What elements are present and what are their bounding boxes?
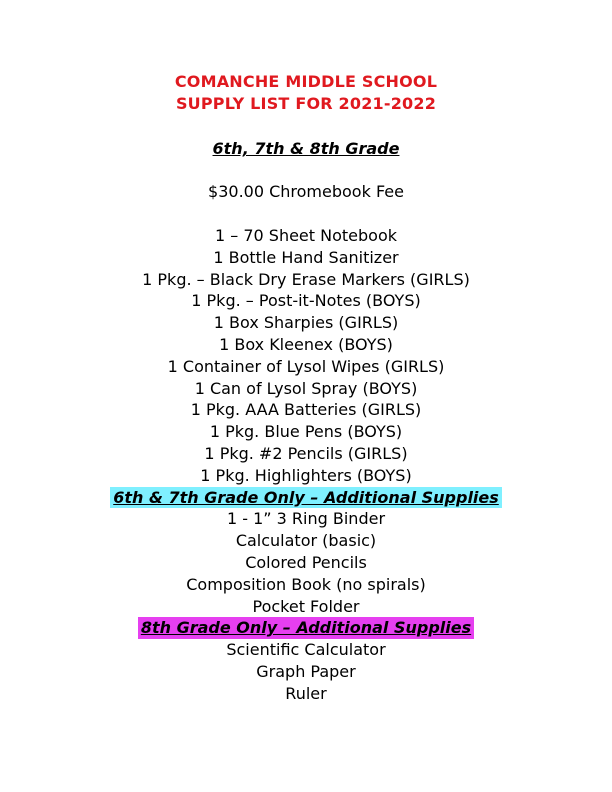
chromebook-fee: $30.00 Chromebook Fee: [208, 182, 404, 201]
list-item: 1 - 1” 3 Ring Binder: [226, 509, 386, 529]
grade-heading: 6th, 7th & 8th Grade: [212, 139, 400, 158]
list-item: 1 Box Sharpies (GIRLS): [213, 313, 399, 333]
school-name: COMANCHE MIDDLE SCHOOL: [174, 72, 438, 91]
list-item: 1 Pkg. Blue Pens (BOYS): [209, 422, 403, 442]
list-item: 1 Bottle Hand Sanitizer: [213, 247, 399, 267]
list-item: Pocket Folder: [252, 596, 360, 616]
title-block: [0, 71, 612, 115]
supply-list-title: SUPPLY LIST FOR 2021-2022: [175, 94, 437, 113]
section-6-7-header-row: [0, 487, 612, 509]
list-item: Ruler: [285, 683, 327, 703]
list-item: 1 Container of Lysol Wipes (GIRLS): [167, 356, 445, 376]
list-item: 1 Pkg. AAA Batteries (GIRLS): [190, 400, 422, 420]
section-6-7-heading: 6th & 7th Grade Only – Additional Supplies: [110, 487, 502, 509]
list-item: 1 Pkg. Highlighters (BOYS): [200, 465, 412, 485]
list-item: Composition Book (no spirals): [186, 574, 426, 594]
list-item: 1 Pkg. – Post-it-Notes (BOYS): [191, 291, 421, 311]
list-item: 1 Pkg. #2 Pencils (GIRLS): [204, 443, 408, 463]
list-item: Calculator (basic): [235, 531, 377, 551]
list-item: 1 Box Kleenex (BOYS): [219, 334, 393, 354]
list-item: 1 Can of Lysol Spray (BOYS): [194, 378, 418, 398]
list-item: Graph Paper: [256, 661, 356, 681]
list-item: Scientific Calculator: [226, 640, 386, 660]
list-item: Colored Pencils: [245, 552, 367, 572]
list-item: 1 Pkg. – Black Dry Erase Markers (GIRLS): [142, 269, 470, 289]
section-8-header-row: [0, 617, 612, 639]
list-item: 1 – 70 Sheet Notebook: [214, 226, 397, 245]
section-8-heading: 8th Grade Only – Additional Supplies: [138, 617, 474, 639]
supply-list: [0, 225, 612, 705]
